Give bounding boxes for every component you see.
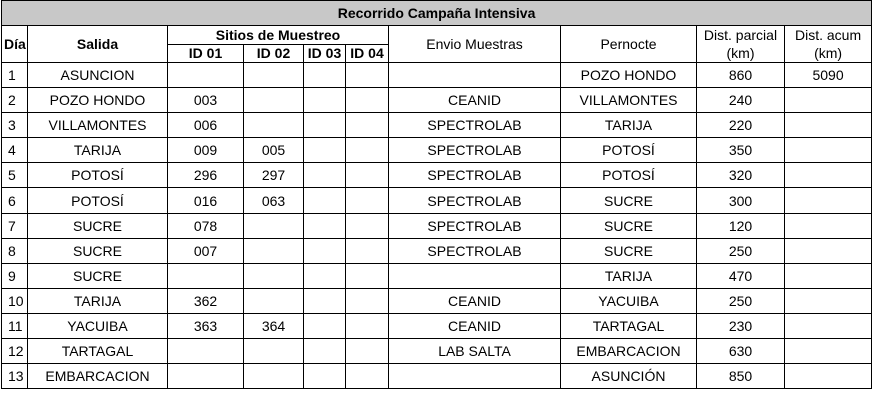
overnight-cell: POZO HONDO	[561, 63, 697, 88]
site-id02-cell	[244, 63, 304, 88]
header-id01: ID 01	[168, 44, 244, 63]
site-id04-cell	[346, 364, 389, 389]
site-id03-cell	[304, 263, 346, 288]
dist-acum-cell	[785, 188, 872, 213]
shipment-cell: LAB SALTA	[389, 339, 561, 364]
shipment-cell: SPECTROLAB	[389, 213, 561, 238]
shipment-cell	[389, 63, 561, 88]
site-id03-cell	[304, 63, 346, 88]
dist-acum-cell	[785, 213, 872, 238]
site-id03-cell	[304, 339, 346, 364]
site-id04-cell	[346, 213, 389, 238]
overnight-cell: ASUNCIÓN	[561, 364, 697, 389]
day-cell: 10	[2, 288, 28, 313]
site-id01-cell: 362	[168, 288, 244, 313]
site-id04-cell	[346, 313, 389, 338]
site-id01-cell: 007	[168, 238, 244, 263]
header-dist-parcial-line2: (km)	[726, 45, 755, 61]
shipment-cell: SPECTROLAB	[389, 188, 561, 213]
site-id02-cell: 063	[244, 188, 304, 213]
table-row	[2, 238, 872, 263]
departure-cell: TARIJA	[28, 288, 168, 313]
table-row	[2, 163, 872, 188]
day-cell: 1	[2, 63, 28, 88]
site-id03-cell	[304, 213, 346, 238]
shipment-cell: CEANID	[389, 313, 561, 338]
site-id01-cell	[168, 339, 244, 364]
site-id01-cell: 009	[168, 138, 244, 163]
departure-cell: SUCRE	[28, 263, 168, 288]
departure-cell: POTOSÍ	[28, 188, 168, 213]
shipment-cell	[389, 364, 561, 389]
header-dist-acum-line1: Dist. acum	[795, 27, 862, 43]
dist-acum-cell	[785, 113, 872, 138]
table-row	[2, 364, 872, 389]
header-dist-acum-line2: (km)	[814, 45, 843, 61]
table-title: Recorrido Campaña Intensiva	[2, 1, 872, 26]
site-id04-cell	[346, 88, 389, 113]
table-row	[2, 188, 872, 213]
shipment-cell: SPECTROLAB	[389, 163, 561, 188]
site-id04-cell	[346, 63, 389, 88]
header-id04: ID 04	[346, 44, 389, 63]
overnight-cell: SUCRE	[561, 188, 697, 213]
day-cell: 11	[2, 313, 28, 338]
day-cell: 3	[2, 113, 28, 138]
header-envio: Envio Muestras	[389, 26, 561, 63]
departure-cell: POZO HONDO	[28, 88, 168, 113]
site-id01-cell: 016	[168, 188, 244, 213]
site-id02-cell: 364	[244, 313, 304, 338]
site-id02-cell: 005	[244, 138, 304, 163]
overnight-cell: SUCRE	[561, 213, 697, 238]
table-row	[2, 113, 872, 138]
header-dia: Día	[2, 26, 28, 63]
departure-cell: POTOSÍ	[28, 163, 168, 188]
site-id04-cell	[346, 339, 389, 364]
shipment-cell: CEANID	[389, 88, 561, 113]
overnight-cell: YACUIBA	[561, 288, 697, 313]
header-pernocte: Pernocte	[561, 26, 697, 63]
dist-acum-cell	[785, 238, 872, 263]
dist-acum-cell	[785, 163, 872, 188]
dist-acum-cell	[785, 138, 872, 163]
dist-acum-cell	[785, 263, 872, 288]
header-salida: Salida	[28, 26, 168, 63]
departure-cell: TARTAGAL	[28, 339, 168, 364]
site-id02-cell	[244, 88, 304, 113]
dist-parcial-cell: 250	[697, 288, 785, 313]
dist-parcial-cell: 350	[697, 138, 785, 163]
dist-parcial-cell: 630	[697, 339, 785, 364]
site-id03-cell	[304, 238, 346, 263]
overnight-cell: TARTAGAL	[561, 313, 697, 338]
site-id02-cell	[244, 339, 304, 364]
overnight-cell: POTOSÍ	[561, 163, 697, 188]
shipment-cell	[389, 263, 561, 288]
site-id04-cell	[346, 163, 389, 188]
dist-parcial-cell: 860	[697, 63, 785, 88]
shipment-cell: SPECTROLAB	[389, 138, 561, 163]
site-id03-cell	[304, 113, 346, 138]
site-id03-cell	[304, 364, 346, 389]
day-cell: 6	[2, 188, 28, 213]
table-row	[2, 213, 872, 238]
site-id04-cell	[346, 113, 389, 138]
header-id02: ID 02	[244, 44, 304, 63]
site-id02-cell	[244, 213, 304, 238]
table-row	[2, 63, 872, 88]
departure-cell: VILLAMONTES	[28, 113, 168, 138]
header-dist-parcial	[697, 26, 785, 63]
site-id04-cell	[346, 288, 389, 313]
site-id04-cell	[346, 238, 389, 263]
site-id03-cell	[304, 288, 346, 313]
day-cell: 5	[2, 163, 28, 188]
table-row	[2, 88, 872, 113]
dist-parcial-cell: 250	[697, 238, 785, 263]
day-cell: 8	[2, 238, 28, 263]
site-id02-cell	[244, 288, 304, 313]
departure-cell: ASUNCION	[28, 63, 168, 88]
site-id03-cell	[304, 313, 346, 338]
site-id04-cell	[346, 263, 389, 288]
day-cell: 9	[2, 263, 28, 288]
day-cell: 13	[2, 364, 28, 389]
dist-parcial-cell: 240	[697, 88, 785, 113]
dist-acum-cell	[785, 364, 872, 389]
header-dist-acum	[785, 26, 872, 63]
header-dist-parcial-line1: Dist. parcial	[703, 27, 778, 43]
dist-acum-cell: 5090	[785, 63, 872, 88]
departure-cell: EMBARCACION	[28, 364, 168, 389]
departure-cell: YACUIBA	[28, 313, 168, 338]
table-row	[2, 313, 872, 338]
site-id01-cell	[168, 364, 244, 389]
site-id02-cell	[244, 238, 304, 263]
site-id02-cell	[244, 113, 304, 138]
site-id02-cell	[244, 263, 304, 288]
dist-parcial-cell: 230	[697, 313, 785, 338]
day-cell: 2	[2, 88, 28, 113]
header-sitios: Sitios de Muestreo	[168, 26, 389, 45]
day-cell: 7	[2, 213, 28, 238]
site-id03-cell	[304, 188, 346, 213]
overnight-cell: POTOSÍ	[561, 138, 697, 163]
site-id01-cell: 078	[168, 213, 244, 238]
overnight-cell: TARIJA	[561, 263, 697, 288]
dist-acum-cell	[785, 339, 872, 364]
dist-acum-cell	[785, 288, 872, 313]
site-id01-cell	[168, 263, 244, 288]
overnight-cell: SUCRE	[561, 238, 697, 263]
site-id03-cell	[304, 163, 346, 188]
table-row	[2, 138, 872, 163]
overnight-cell: TARIJA	[561, 113, 697, 138]
site-id04-cell	[346, 138, 389, 163]
site-id01-cell: 006	[168, 113, 244, 138]
overnight-cell: VILLAMONTES	[561, 88, 697, 113]
departure-cell: SUCRE	[28, 238, 168, 263]
shipment-cell: SPECTROLAB	[389, 113, 561, 138]
site-id01-cell: 296	[168, 163, 244, 188]
dist-parcial-cell: 850	[697, 364, 785, 389]
shipment-cell: CEANID	[389, 288, 561, 313]
route-table	[1, 0, 872, 389]
header-id03: ID 03	[304, 44, 346, 63]
table-row	[2, 339, 872, 364]
site-id02-cell: 297	[244, 163, 304, 188]
dist-parcial-cell: 120	[697, 213, 785, 238]
shipment-cell: SPECTROLAB	[389, 238, 561, 263]
dist-parcial-cell: 220	[697, 113, 785, 138]
dist-acum-cell	[785, 313, 872, 338]
departure-cell: TARIJA	[28, 138, 168, 163]
table-row	[2, 263, 872, 288]
site-id03-cell	[304, 88, 346, 113]
table-row	[2, 288, 872, 313]
day-cell: 4	[2, 138, 28, 163]
site-id01-cell	[168, 63, 244, 88]
day-cell: 12	[2, 339, 28, 364]
dist-parcial-cell: 320	[697, 163, 785, 188]
dist-parcial-cell: 300	[697, 188, 785, 213]
site-id01-cell: 363	[168, 313, 244, 338]
dist-acum-cell	[785, 88, 872, 113]
site-id01-cell: 003	[168, 88, 244, 113]
dist-parcial-cell: 470	[697, 263, 785, 288]
site-id04-cell	[346, 188, 389, 213]
site-id02-cell	[244, 364, 304, 389]
site-id03-cell	[304, 138, 346, 163]
overnight-cell: EMBARCACION	[561, 339, 697, 364]
departure-cell: SUCRE	[28, 213, 168, 238]
